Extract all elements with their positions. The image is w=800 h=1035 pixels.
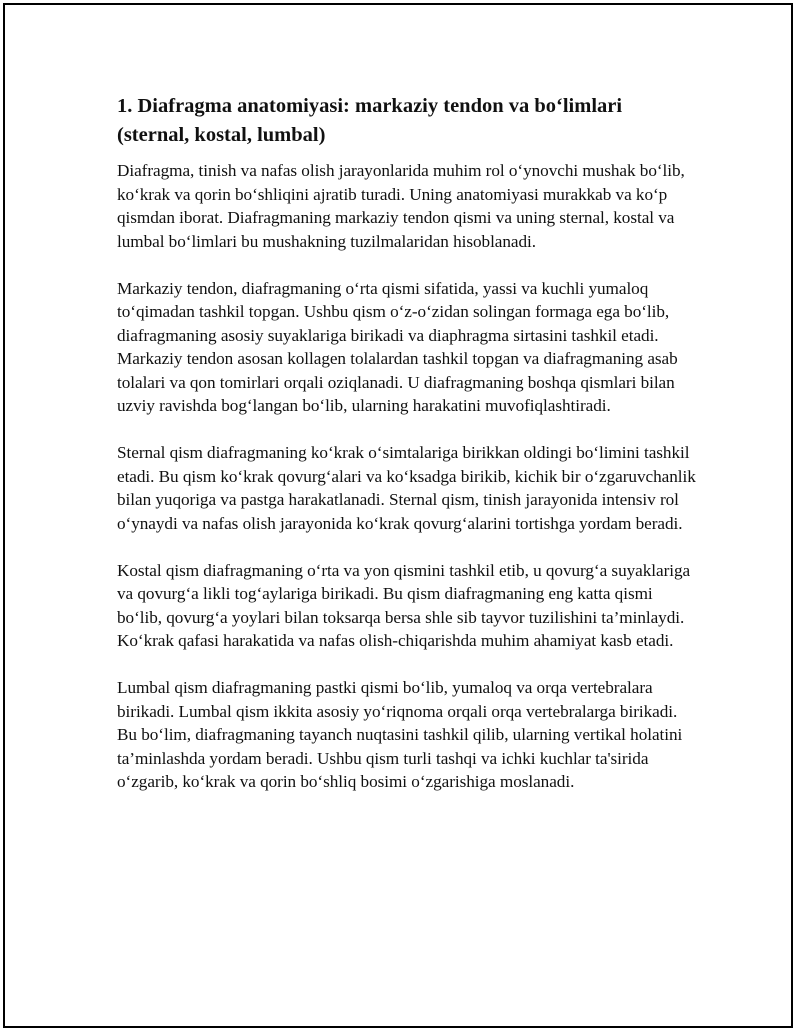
paragraph-central-tendon: Markaziy tendon, diafragmaning o‘rta qismi sifatida, yassi va kuchli yumaloq to‘qimadan tashkil topgan. Ushbu qism o‘z-o‘zidan solingan formaga ega bo‘lib, diafragmaning asosiy suyaklariga birikadi va diaphragma sirtasini tashkil etadi. Markaziy tendon asosan kollagen tolalardan tashkil topgan va diafragmaning asab tolalari va qon tomirlari orqali oziqlanadi. U diafragmaning boshqa qismlari bilan uzviy ravishda bog‘langan bo‘lib, ularning harakatini muvofiqlashtiradi. xyxy=(117,278,678,415)
paragraph-costal: Kostal qism diafragmaning o‘rta va yon qismini tashkil etib, u qovurg‘a suyaklariga va qovurg‘a likli tog‘aylariga birikadi. Bu qism diafragmaning eng katta qismi bo‘lib, qovurg‘a yoylari bilan toksarqa bersa shle sib tayvor tuzilishini ta’minlaydi. Ko‘krak qafasi harakatida va nafas olish-chiqarishda muhim ahamiyat kasb etadi. xyxy=(117,560,691,650)
document-body xyxy=(117,92,697,817)
section-heading: 1. Diafragma anatomiyasi: markaziy tendon va bo‘limlari (sternal, kostal, lumbal) xyxy=(117,95,623,146)
paragraph-sternal: Sternal qism diafragmaning ko‘krak o‘simtalariga birikkan oldingi bo‘limini tashkil etadi. Bu qism ko‘krak qovurg‘alari va ko‘ksadga birikib, kichik bir o‘zgaruvchanlik bilan yuqoriga va pastga harakatlanadi. Sternal qism, tinish jarayonida intensiv rol o‘ynaydi va nafas olish jarayonida ko‘krak qovurg‘alarini tortishga yordam beradi. xyxy=(117,443,696,533)
paragraph-intro: Diafragma, tinish va nafas olish jarayonlarida muhim rol o‘ynovchi mushak bo‘lib, ko‘krak va qorin bo‘shliqini ajratib turadi. Uning anatomiyasi murakkab va ko‘p qismdan iborat. Diafragmaning markaziy tendon qismi va uning sternal, kostal va lumbal bo‘limlari bu mushakning tuzilmalaridan hisoblanadi. xyxy=(117,161,685,251)
paragraph-lumbar: Lumbal qism diafragmaning pastki qismi bo‘lib, yumaloq va orqa vertebralara birikadi. Lumbal qism ikkita asosiy yo‘riqnoma orqali orqa vertebralarga birikadi. Bu bo‘lim, diafragmaning tayanch nuqtasini tashkil qilib, ularning vertikal holatini ta’minlashda yordam beradi. Ushbu qism turli tashqi va ichki kuchlar ta'sirida o‘zgarib, ko‘krak va qorin bo‘shliq bosimi o‘zgarishiga moslanadi. xyxy=(117,678,683,791)
